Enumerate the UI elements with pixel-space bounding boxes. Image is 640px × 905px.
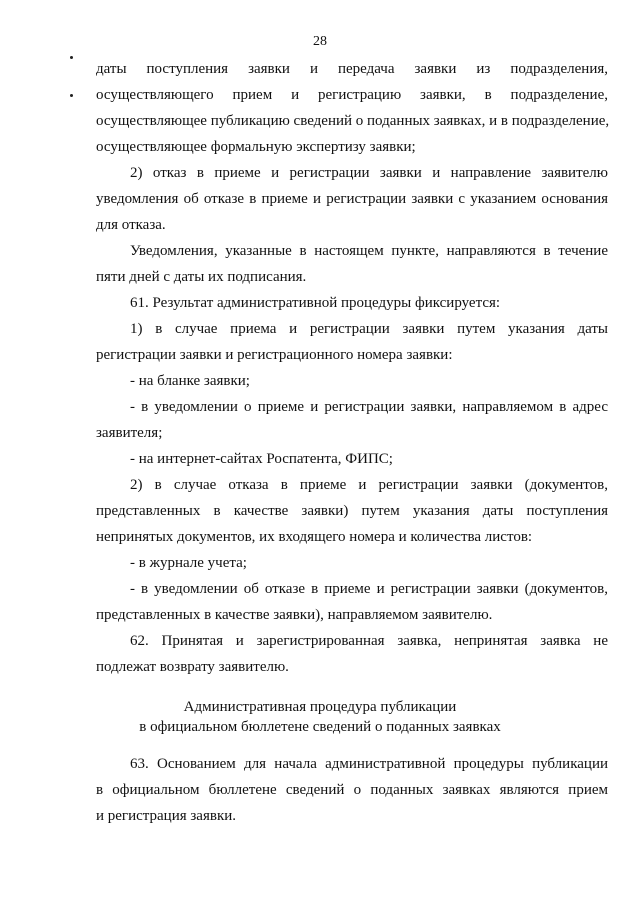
text-line: осуществляющее формальную экспертизу заявки;	[96, 139, 416, 155]
text-line: 1) в случае приема и регистрации заявки путем указания даты	[130, 321, 608, 337]
page-number: 28	[313, 34, 327, 49]
text-line: даты поступления заявки и передача заявки из подразделения,	[96, 61, 608, 77]
text-line: для отказа.	[96, 217, 166, 233]
text-line: уведомления об отказе в приеме и регистрации заявки с указанием основания	[96, 191, 608, 207]
text-line: 61. Результат административной процедуры фиксируется:	[130, 295, 501, 311]
text-line: - на бланке заявки;	[130, 373, 250, 389]
text-line: - в уведомлении о приеме и регистрации заявки, направляемом в адрес	[130, 399, 608, 415]
text-line: 2) в случае отказа в приеме и регистрации заявки (документов,	[130, 477, 608, 493]
text-line: 2) отказ в приеме и регистрации заявки и направление заявителю	[130, 165, 608, 181]
text-line: осуществляющее публикацию сведений о поданных заявках, и в подразделение,	[96, 113, 610, 129]
scan-speck	[70, 94, 73, 97]
text-line: осуществляющего прием и регистрацию заявки, в подразделение,	[96, 87, 608, 103]
text-line: Уведомления, указанные в настоящем пункте, направляются в течение	[130, 243, 608, 259]
text-line: 63. Основанием для начала административной процедуры публикации	[130, 756, 608, 772]
text-line: - в журнале учета;	[130, 555, 247, 571]
text-line: подлежат возврату заявителю.	[96, 659, 289, 675]
text-line: и регистрация заявки.	[96, 808, 237, 824]
scan-speck	[70, 56, 73, 59]
text-line: представленных в качестве заявки), направляемом заявителю.	[96, 607, 493, 623]
text-line: регистрации заявки и регистрационного номера заявки:	[96, 347, 453, 363]
section-heading-line: в официальном бюллетене сведений о поданных заявках	[139, 719, 501, 735]
section-heading-line: Административная процедура публикации	[183, 699, 457, 715]
text-line: - на интернет-сайтах Роспатента, ФИПС;	[130, 451, 393, 467]
text-line: пяти дней с даты их подписания.	[96, 269, 307, 285]
text-line: - в уведомлении об отказе в приеме и регистрации заявки (документов,	[130, 581, 608, 597]
text-line: представленных в качестве заявки) путем указания даты поступления	[96, 503, 608, 519]
text-line: в официальном бюллетене сведений о поданных заявках являются прием	[96, 782, 608, 798]
text-line: заявителя;	[96, 425, 163, 441]
text-line: 62. Принятая и зарегистрированная заявка, непринятая заявка не	[130, 633, 608, 649]
text-line: непринятых документов, их входящего номера и количества листов:	[96, 529, 533, 545]
